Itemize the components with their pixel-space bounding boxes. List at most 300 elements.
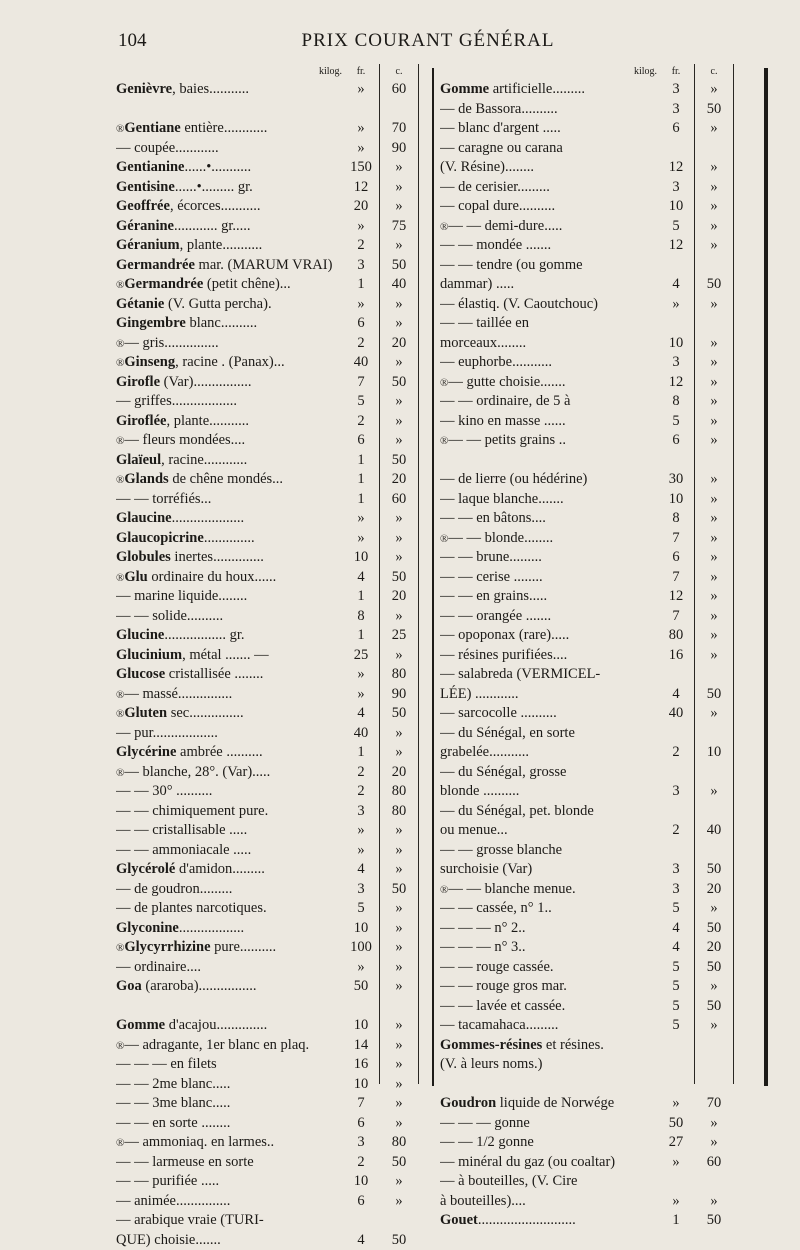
product-description: — marine liquide........ [116, 588, 247, 604]
product-heading: Ginseng [124, 354, 175, 370]
product-heading: Glaucopicrine [116, 530, 204, 546]
product-heading: Giroflée [116, 413, 166, 429]
product-description: artificielle......... [489, 81, 585, 97]
product-name [116, 1055, 336, 1075]
price-centimes: 90 [382, 685, 416, 705]
product-name [440, 431, 660, 452]
price-francs: 3 [659, 80, 693, 100]
price-entry [440, 1075, 734, 1095]
price-centimes: 50 [697, 100, 731, 120]
price-entry [116, 880, 419, 900]
price-centimes: 50 [382, 568, 416, 588]
product-description: — sarcocolle .......... [440, 705, 557, 721]
price-entry [440, 880, 734, 900]
price-francs: 3 [659, 880, 693, 900]
product-description: — du Sénégal, pet. blonde [440, 803, 594, 819]
price-centimes: 80 [382, 665, 416, 685]
price-centimes: 60 [382, 80, 416, 100]
price-centimes: » [382, 1172, 416, 1192]
product-name [116, 119, 336, 140]
left-column [116, 64, 419, 1250]
product-name [116, 392, 336, 412]
product-name [440, 880, 660, 901]
product-description: — — 3me blanc..... [116, 1095, 230, 1111]
price-entry [440, 178, 734, 198]
price-francs: 5 [659, 899, 693, 919]
product-description: morceaux........ [440, 335, 526, 351]
price-entry [116, 548, 419, 568]
price-entry [440, 938, 734, 958]
price-centimes: » [697, 646, 731, 666]
product-heading: Gentianine [116, 159, 184, 175]
price-centimes: » [382, 1036, 416, 1056]
product-name [440, 373, 660, 394]
price-entry [440, 1172, 734, 1192]
price-entry [116, 977, 419, 997]
price-entry [116, 451, 419, 471]
price-entry [440, 1016, 734, 1036]
product-heading: Glyconine [116, 920, 179, 936]
price-entry [116, 763, 419, 783]
price-francs: 80 [659, 626, 693, 646]
price-francs: » [344, 139, 378, 159]
product-description: — — 30° .......... [116, 783, 212, 799]
price-francs: 4 [659, 685, 693, 705]
price-francs: 4 [344, 568, 378, 588]
price-francs: 1 [344, 626, 378, 646]
price-francs: 12 [659, 373, 693, 393]
price-entry [116, 958, 419, 978]
product-description: — — ordinaire, de 5 à [440, 393, 570, 409]
price-entry [440, 646, 734, 666]
product-description: — ordinaire.... [116, 959, 201, 975]
product-description: — copal dure.......... [440, 198, 555, 214]
product-description: — — en grains..... [440, 588, 547, 604]
product-description: — tacamahaca......... [440, 1017, 558, 1033]
page-title: PRIX COURANT GÉNÉRAL [118, 30, 738, 52]
product-name [116, 1172, 336, 1192]
price-centimes: 60 [697, 1153, 731, 1173]
price-francs: 3 [659, 100, 693, 120]
price-francs: 6 [344, 1114, 378, 1134]
price-centimes: 70 [697, 1094, 731, 1114]
product-description: — kino en masse ...... [440, 413, 566, 429]
price-entry [440, 1211, 734, 1231]
price-entry [440, 100, 734, 120]
price-centimes: » [382, 1192, 416, 1212]
price-entry [116, 529, 419, 549]
product-description: ................. gr. [164, 627, 244, 643]
registered-mark-icon: ® [116, 123, 124, 135]
product-description: — gris............... [124, 335, 218, 351]
product-name [116, 158, 336, 178]
price-entry [116, 802, 419, 822]
price-entry [116, 314, 419, 334]
product-name [440, 412, 660, 432]
product-heading: Géranine [116, 218, 174, 234]
product-name [440, 1055, 660, 1075]
product-heading: Glucinium [116, 647, 182, 663]
product-name [440, 977, 660, 997]
product-name [440, 197, 660, 217]
product-name [116, 295, 336, 315]
price-centimes: 50 [697, 1211, 731, 1231]
price-francs: 6 [344, 314, 378, 334]
price-entry [116, 275, 419, 295]
price-centimes: » [697, 158, 731, 178]
product-name [440, 802, 660, 822]
product-description: blonde .......... [440, 783, 519, 799]
price-centimes: » [697, 431, 731, 451]
price-francs: 4 [344, 860, 378, 880]
product-name [116, 1153, 336, 1173]
registered-mark-icon: ® [116, 474, 124, 486]
price-francs: 40 [344, 353, 378, 373]
product-name [116, 197, 336, 217]
price-centimes: » [697, 1192, 731, 1212]
price-centimes: » [382, 1114, 416, 1134]
price-centimes: » [697, 782, 731, 802]
price-francs: 150 [344, 158, 378, 178]
product-description: .................... [172, 510, 245, 526]
price-entry [440, 373, 734, 393]
price-entry [116, 1114, 419, 1134]
product-name [116, 938, 336, 959]
product-description: — — solide.......... [116, 608, 223, 624]
product-name [440, 782, 660, 802]
product-name [440, 997, 660, 1017]
product-name [116, 548, 336, 568]
price-centimes: 50 [382, 704, 416, 724]
product-heading: Gentiane [124, 120, 180, 136]
product-description: (petit chêne)... [203, 276, 290, 292]
product-name [440, 958, 660, 978]
price-francs: 10 [344, 548, 378, 568]
product-description: (Var)................ [160, 374, 251, 390]
price-centimes: » [382, 295, 416, 315]
price-centimes: 50 [697, 997, 731, 1017]
product-description: — — torréfiés... [116, 491, 211, 507]
price-francs: 7 [659, 529, 693, 549]
price-entry [440, 899, 734, 919]
price-entry [440, 197, 734, 217]
price-centimes: » [697, 899, 731, 919]
product-name [440, 529, 660, 550]
product-description: — — — n° 3.. [440, 939, 526, 955]
price-entry [116, 80, 419, 100]
price-entry [440, 743, 734, 763]
price-centimes: » [697, 568, 731, 588]
product-heading: Gomme [116, 1017, 165, 1033]
price-centimes: » [382, 1094, 416, 1114]
product-name [116, 490, 336, 510]
product-description: , racine . (Panax)... [175, 354, 285, 370]
product-heading: Glycyrrhizine [124, 939, 210, 955]
registered-mark-icon: ® [116, 689, 124, 701]
c-header: c. [381, 66, 417, 77]
price-centimes: » [382, 724, 416, 744]
registered-mark-icon: ® [116, 1137, 124, 1149]
price-centimes: » [382, 1075, 416, 1095]
product-name [440, 353, 660, 373]
registered-mark-icon: ® [116, 767, 124, 779]
registered-mark-icon: ® [116, 357, 124, 369]
product-heading: Geoffrée [116, 198, 170, 214]
product-name [440, 490, 660, 510]
product-description: — ammoniaq. en larmes.. [124, 1134, 274, 1150]
product-name [116, 1075, 336, 1095]
price-entry [440, 509, 734, 529]
product-heading: Glands [124, 471, 168, 487]
price-francs: » [344, 119, 378, 139]
price-centimes: » [697, 529, 731, 549]
registered-mark-icon: ® [440, 221, 448, 233]
product-name [440, 119, 660, 139]
product-name [116, 451, 336, 471]
price-entry [440, 314, 734, 334]
price-francs: 1 [344, 490, 378, 510]
product-description: — — 1/2 gonne [440, 1134, 534, 1150]
price-centimes: » [382, 821, 416, 841]
price-centimes: » [382, 509, 416, 529]
product-name [116, 977, 336, 997]
product-description: — — larmeuse en sorte [116, 1154, 254, 1170]
price-centimes: » [697, 236, 731, 256]
product-name [116, 1192, 336, 1212]
product-description: , écorces........... [170, 198, 261, 214]
left-price-list [116, 80, 419, 1250]
price-entry [116, 860, 419, 880]
price-centimes: » [382, 529, 416, 549]
price-entry [116, 743, 419, 763]
price-entry [440, 860, 734, 880]
product-name [440, 158, 660, 178]
product-description: (V. Gutta percha). [164, 296, 271, 312]
price-centimes: 80 [382, 782, 416, 802]
price-centimes: 50 [382, 373, 416, 393]
price-centimes: » [697, 373, 731, 393]
price-entry [116, 236, 419, 256]
product-description: , baies........... [172, 81, 249, 97]
right-column-header [440, 64, 734, 80]
product-description: — — taillée en [440, 315, 529, 331]
product-name [440, 665, 660, 685]
product-name [440, 314, 660, 334]
product-description: — de lierre (ou hédérine) [440, 471, 587, 487]
product-name [116, 958, 336, 978]
price-francs: 12 [659, 236, 693, 256]
product-name [440, 295, 660, 315]
price-entry [440, 763, 734, 783]
product-name [116, 568, 336, 589]
product-description: — — — gonne [440, 1115, 530, 1131]
price-francs: 3 [659, 860, 693, 880]
product-description: .............. [204, 530, 255, 546]
product-heading: Genièvre [116, 81, 172, 97]
product-name [116, 665, 336, 685]
price-entry [116, 997, 419, 1017]
product-heading: Glycérolé [116, 861, 175, 877]
price-entry [116, 724, 419, 744]
product-description: — du Sénégal, en sorte [440, 725, 575, 741]
price-entry [116, 158, 419, 178]
price-entry [440, 626, 734, 646]
product-heading: Glaïeul [116, 452, 161, 468]
product-heading: Gomme [440, 81, 489, 97]
product-name [116, 880, 336, 900]
product-description: — élastiq. (V. Caoutchouc) [440, 296, 598, 312]
product-description: sec............... [167, 705, 244, 721]
product-description: — griffes.................. [116, 393, 237, 409]
price-centimes: » [697, 1114, 731, 1134]
price-entry [440, 1094, 734, 1114]
price-centimes: » [382, 607, 416, 627]
product-name [440, 821, 660, 841]
price-francs: » [344, 841, 378, 861]
price-francs: 6 [659, 431, 693, 451]
product-name [440, 704, 660, 724]
product-description: — — en bâtons.... [440, 510, 546, 526]
price-centimes: 90 [382, 139, 416, 159]
product-description: ordinaire du houx...... [148, 569, 276, 585]
product-name [440, 1094, 660, 1114]
price-entry [116, 353, 419, 373]
price-francs: 7 [659, 607, 693, 627]
price-francs: 1 [344, 470, 378, 490]
product-name [116, 724, 336, 744]
product-description: — euphorbe........... [440, 354, 552, 370]
product-name [116, 1094, 336, 1114]
product-name [440, 1211, 660, 1231]
product-name [440, 509, 660, 529]
product-description: — à bouteilles, (V. Cire [440, 1173, 577, 1189]
price-centimes: 50 [382, 1231, 416, 1250]
price-francs: » [344, 509, 378, 529]
price-entry [116, 217, 419, 237]
price-francs: » [659, 1094, 693, 1114]
product-heading: Glaucine [116, 510, 172, 526]
product-name [116, 353, 336, 374]
price-francs: 2 [344, 412, 378, 432]
product-name [440, 100, 660, 120]
product-description: — résines purifiées.... [440, 647, 567, 663]
price-francs: 1 [344, 587, 378, 607]
price-entry [116, 1036, 419, 1056]
price-centimes: » [382, 197, 416, 217]
price-francs: 3 [344, 880, 378, 900]
product-description: de chêne mondés... [169, 471, 283, 487]
product-description: — — — en filets [116, 1056, 217, 1072]
product-description: — — rouge cassée. [440, 959, 554, 975]
price-centimes: 50 [697, 685, 731, 705]
product-description: QUE) choisie....... [116, 1232, 221, 1248]
price-centimes: 20 [382, 334, 416, 354]
product-name [116, 470, 336, 491]
product-heading: Goudron [440, 1095, 496, 1111]
column-divider [432, 68, 434, 1086]
price-entry [440, 1153, 734, 1173]
price-francs: 4 [659, 275, 693, 295]
price-centimes: » [697, 587, 731, 607]
product-heading: Gentisine [116, 179, 175, 195]
product-name [116, 1211, 336, 1231]
price-centimes: » [697, 490, 731, 510]
price-entry [440, 568, 734, 588]
product-description: — — mondée ....... [440, 237, 551, 253]
price-entry [440, 665, 734, 685]
product-description: — — chimiquement pure. [116, 803, 268, 819]
product-description: — blanc d'argent ..... [440, 120, 561, 136]
price-entry [116, 100, 419, 120]
price-francs: 20 [344, 197, 378, 217]
product-description: , plante........... [180, 237, 263, 253]
price-entry [440, 958, 734, 978]
product-name [116, 217, 336, 237]
product-description: cristallisée ........ [165, 666, 263, 682]
price-entry [440, 353, 734, 373]
price-centimes: » [382, 958, 416, 978]
price-entry [116, 295, 419, 315]
product-name [440, 646, 660, 666]
price-centimes: 50 [382, 880, 416, 900]
product-heading: Gouet [440, 1212, 478, 1228]
product-name [116, 431, 336, 452]
price-entry [116, 1192, 419, 1212]
price-entry [116, 1055, 419, 1075]
product-description: surchoisie (Var) [440, 861, 532, 877]
registered-mark-icon: ® [116, 338, 124, 350]
price-francs: 50 [659, 1114, 693, 1134]
price-centimes: 50 [382, 256, 416, 276]
price-entry [440, 782, 734, 802]
price-centimes: 20 [382, 763, 416, 783]
page-header [118, 30, 738, 54]
product-description: — coupée............ [116, 140, 219, 156]
price-centimes: » [697, 607, 731, 627]
product-name [440, 1036, 660, 1056]
price-francs: 5 [659, 1016, 693, 1036]
product-description: mar. (MARUM VRAI) [195, 257, 332, 273]
price-entry [116, 646, 419, 666]
product-name [116, 412, 336, 432]
product-description: — caragne ou carana [440, 140, 563, 156]
product-description: ......•........... [184, 159, 251, 175]
price-entry [440, 841, 734, 861]
product-description: ............ gr..... [174, 218, 251, 234]
price-francs: 16 [659, 646, 693, 666]
product-description: — — rouge gros mar. [440, 978, 567, 994]
product-description: , racine............ [161, 452, 247, 468]
product-name [116, 802, 336, 822]
price-francs: 8 [659, 509, 693, 529]
product-name [440, 587, 660, 607]
price-entry [440, 685, 734, 705]
price-entry [440, 607, 734, 627]
price-francs: » [344, 685, 378, 705]
price-francs: » [344, 80, 378, 100]
price-entry [116, 704, 419, 724]
price-entry [116, 665, 419, 685]
price-centimes: 80 [382, 802, 416, 822]
product-name [116, 704, 336, 725]
price-centimes: » [382, 743, 416, 763]
price-francs: 10 [344, 1016, 378, 1036]
product-description: , plante........... [166, 413, 249, 429]
unit-header: kilog. [634, 66, 657, 77]
price-entry [440, 334, 734, 354]
price-francs: 4 [344, 704, 378, 724]
price-centimes: » [697, 626, 731, 646]
